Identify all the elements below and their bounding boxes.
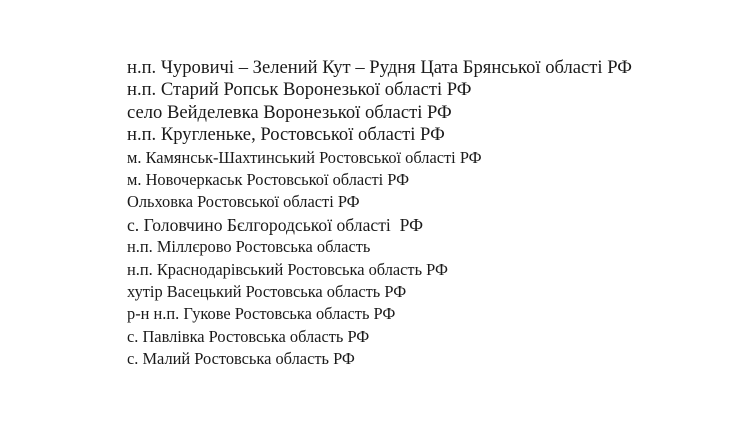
location-line: н.п. Краснодарівський Ростовська область РФ xyxy=(127,259,448,279)
location-line: р-н н.п. Гукове Ростовська область РФ xyxy=(127,304,396,324)
location-line: н.п. Кругленьке, Ростовської області РФ xyxy=(127,124,445,146)
location-line: н.п. Чуровичі – Зелений Кут – Рудня Цата Брянської області РФ xyxy=(127,57,632,78)
location-line: с. Павлівка Ростовська область РФ xyxy=(127,326,370,346)
location-line: м. Камянськ-Шахтинський Ростовської області РФ xyxy=(127,147,482,167)
location-list xyxy=(127,57,632,370)
location-line: с. Малий Ростовська область РФ xyxy=(127,349,355,369)
location-line: м. Новочеркаськ Ростовської області РФ xyxy=(127,169,410,189)
location-line: с. Головчино Бєлгородської області РФ xyxy=(127,214,423,235)
location-line: Ольховка Ростовської області РФ xyxy=(127,192,360,212)
location-line: н.п. Старий Ропськ Воронезької області РФ xyxy=(127,79,472,101)
location-line: село Вейделевка Воронезької області РФ xyxy=(127,101,452,123)
location-line: н.п. Міллєрово Ростовська область xyxy=(127,237,371,257)
location-line: хутір Васецький Ростовська область РФ xyxy=(127,281,407,301)
